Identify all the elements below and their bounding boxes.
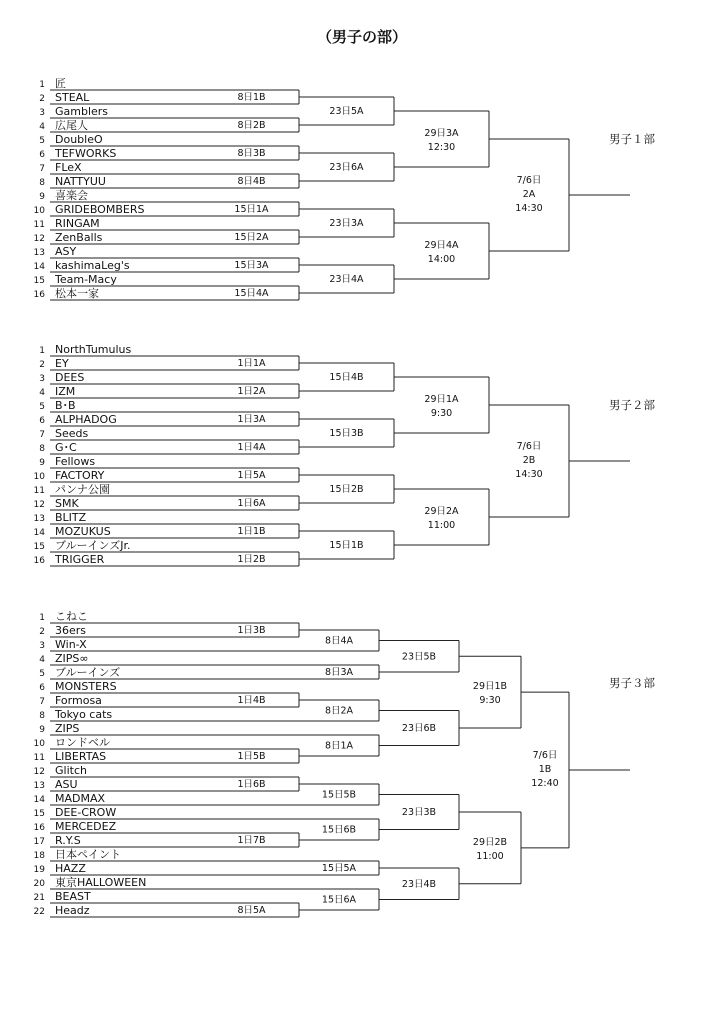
seed-number: 12 <box>33 500 45 510</box>
team-name: BEAST <box>55 890 91 903</box>
match-slot-label: 23日6B <box>401 723 437 734</box>
final-label: 14:30 <box>515 469 543 480</box>
team-name: Fellows <box>55 455 96 468</box>
seed-number: 13 <box>33 781 45 791</box>
team-name: 東京HALLOWEEN <box>55 876 147 889</box>
match-slot-label: 8日2A <box>324 705 354 717</box>
team-name: Headz <box>55 904 90 917</box>
team-name: BLITZ <box>55 511 87 524</box>
match-slot-label: 1日1B <box>237 526 266 537</box>
seed-number: 11 <box>33 486 45 496</box>
team-name: Win-X <box>55 638 87 651</box>
match-slot-label: 23日4B <box>401 878 437 890</box>
division-label: 男子１部 <box>609 132 655 146</box>
seed-number: 10 <box>33 739 45 749</box>
seed-number: 14 <box>33 795 45 805</box>
team-name: FACTORY <box>55 469 105 482</box>
seed-number: 15 <box>33 276 45 286</box>
final-label: 7/6日 <box>532 750 558 761</box>
final-label: 14:30 <box>515 203 543 214</box>
seed-number: 7 <box>39 430 45 440</box>
team-name: TEFWORKS <box>55 147 117 160</box>
team-name: ZIPS <box>55 722 80 735</box>
team-name: LIBERTAS <box>55 750 107 763</box>
seed-number: 9 <box>39 458 45 468</box>
seed-number: 16 <box>33 556 45 566</box>
match-slot-label: 1日3B <box>237 625 266 636</box>
team-name: IZM <box>55 385 76 398</box>
team-name: HAZZ <box>55 862 86 875</box>
match-slot-label: 23日3A <box>329 218 364 229</box>
match-slot-label: 29日2B <box>472 836 508 848</box>
team-name: NATTYUU <box>55 175 106 188</box>
match-slot-label: 23日5A <box>329 106 364 117</box>
match-slot-label: 23日6A <box>329 162 364 173</box>
seed-number: 11 <box>33 753 45 763</box>
final-label: 2A <box>522 189 536 200</box>
team-name: DEES <box>55 371 85 384</box>
seed-number: 1 <box>39 346 45 356</box>
team-name: EY <box>55 357 69 370</box>
seed-number: 15 <box>33 809 45 819</box>
team-name: Seeds <box>55 427 89 440</box>
seed-number: 12 <box>33 234 45 244</box>
team-name: ロンドベル <box>55 736 110 749</box>
match-slot-label: 29日2A <box>424 506 459 517</box>
seed-number: 8 <box>39 178 45 188</box>
match-time-label: 11:00 <box>427 520 456 531</box>
final-label: 7/6日 <box>516 175 542 186</box>
match-slot-label: 23日4A <box>329 274 364 285</box>
seed-number: 12 <box>33 767 45 777</box>
match-slot-label: 15日5B <box>321 789 357 801</box>
seed-number: 2 <box>39 94 45 104</box>
match-slot-label: 15日3A <box>234 260 269 271</box>
match-time-label: 9:30 <box>430 408 453 419</box>
match-slot-label: 1日2A <box>237 386 266 397</box>
seed-number: 2 <box>39 360 45 370</box>
match-slot-label: 1日1A <box>237 358 266 369</box>
team-name: G･C <box>55 441 77 454</box>
team-name: Formosa <box>55 694 102 707</box>
seed-number: 8 <box>39 444 45 454</box>
seed-number: 8 <box>39 711 45 721</box>
team-name: GRIDEBOMBERS <box>55 203 145 216</box>
seed-number: 13 <box>33 248 45 258</box>
seed-number: 7 <box>39 697 45 707</box>
match-slot-label: 1日4A <box>237 442 266 453</box>
team-name: R.Y.S <box>55 834 81 847</box>
team-name: STEAL <box>55 91 90 104</box>
seed-number: 21 <box>33 893 45 903</box>
match-slot-label: 15日2A <box>234 232 269 243</box>
match-time-label: 11:00 <box>476 850 504 862</box>
team-name: ブルーインズ <box>55 666 121 679</box>
match-time-label: 12:30 <box>427 142 456 153</box>
seed-number: 5 <box>39 136 45 146</box>
team-name: パンナ公園 <box>55 483 110 496</box>
match-slot-label: 23日5B <box>401 651 437 663</box>
final-label: 1B <box>538 764 552 775</box>
seed-number: 17 <box>33 837 45 847</box>
seed-number: 6 <box>39 683 45 693</box>
final-label: 2B <box>522 455 536 466</box>
team-name: 松本一家 <box>55 287 99 300</box>
match-time-label: 14:00 <box>427 254 456 265</box>
team-name: ブルーインズJr. <box>55 539 131 552</box>
team-name: MONSTERS <box>55 680 117 693</box>
seed-number: 16 <box>33 290 45 300</box>
seed-number: 6 <box>39 416 45 426</box>
team-name: Tokyo cats <box>55 708 113 721</box>
match-slot-label: 29日1B <box>472 681 508 693</box>
seed-number: 10 <box>33 206 45 216</box>
seed-number: 6 <box>39 150 45 160</box>
team-name: ALPHADOG <box>55 413 117 426</box>
seed-number: 22 <box>33 907 45 917</box>
match-slot-label: 15日4B <box>329 372 364 383</box>
team-name: MOZUKUS <box>55 525 111 538</box>
seed-number: 2 <box>39 627 45 637</box>
team-name: 匠 <box>55 77 66 90</box>
match-slot-label: 29日1A <box>424 394 459 405</box>
seed-number: 18 <box>33 851 45 861</box>
team-name: MERCEDEZ <box>55 820 117 833</box>
division-label: 男子２部 <box>609 398 655 412</box>
match-slot-label: 8日4B <box>237 176 266 187</box>
team-name: ASY <box>55 245 77 258</box>
seed-number: 1 <box>39 613 45 623</box>
match-slot-label: 8日2B <box>237 120 266 131</box>
match-slot-label: 1日7B <box>237 835 266 846</box>
seed-number: 5 <box>39 402 45 412</box>
seed-number: 3 <box>39 374 45 384</box>
match-slot-label: 1日2B <box>237 554 266 565</box>
team-name: MADMAX <box>55 792 106 805</box>
match-slot-label: 15日4A <box>234 288 269 299</box>
seed-number: 14 <box>33 528 45 538</box>
seed-number: 14 <box>33 262 45 272</box>
seed-number: 9 <box>39 192 45 202</box>
match-slot-label: 1日3A <box>237 414 266 425</box>
match-slot-label: 15日3B <box>329 428 364 439</box>
match-slot-label: 15日1B <box>329 540 364 551</box>
seed-number: 15 <box>33 542 45 552</box>
match-slot-label: 8日1A <box>324 740 354 752</box>
match-slot-label: 15日5A <box>321 863 357 874</box>
team-name: NorthTumulus <box>55 343 132 356</box>
team-name: TRIGGER <box>55 553 105 566</box>
team-name: 喜楽会 <box>55 189 88 202</box>
match-slot-label: 1日6A <box>237 498 266 509</box>
team-name: Glitch <box>55 764 87 777</box>
team-name: こねこ <box>55 610 88 623</box>
match-slot-label: 29日4A <box>424 240 459 251</box>
seed-number: 16 <box>33 823 45 833</box>
match-slot-label: 1日5A <box>237 470 266 481</box>
team-name: FLeX <box>55 161 82 174</box>
match-slot-label: 8日5A <box>237 905 266 916</box>
match-slot-label: 15日1A <box>234 204 269 215</box>
seed-number: 4 <box>39 655 45 665</box>
match-slot-label: 8日3B <box>237 148 266 159</box>
team-name: kashimaLeg's <box>55 259 130 272</box>
team-name: ZenBalls <box>55 231 103 244</box>
team-name: SMK <box>55 497 79 510</box>
team-name: ASU <box>55 778 78 791</box>
team-name: DoubleO <box>55 133 103 146</box>
team-name: DEE-CROW <box>55 806 117 819</box>
seed-number: 11 <box>33 220 45 230</box>
page-title: （男子の部） <box>316 28 407 46</box>
seed-number: 4 <box>39 122 45 132</box>
match-slot-label: 8日1B <box>237 92 266 103</box>
match-time-label: 9:30 <box>479 695 501 707</box>
team-name: 日本ペイント <box>55 848 121 861</box>
seed-number: 7 <box>39 164 45 174</box>
team-name: Gamblers <box>55 105 109 118</box>
match-slot-label: 15日2B <box>329 484 364 495</box>
final-label: 12:40 <box>531 778 559 789</box>
final-label: 7/6日 <box>516 441 542 452</box>
match-slot-label: 8日3A <box>324 667 354 678</box>
match-slot-label: 29日3A <box>424 128 459 139</box>
team-name: 36ers <box>55 624 87 637</box>
match-slot-label: 1日5B <box>237 751 266 762</box>
match-slot-label: 23日3B <box>401 807 437 818</box>
match-slot-label: 15日6A <box>321 894 357 906</box>
team-name: Team-Macy <box>55 273 117 286</box>
seed-number: 3 <box>39 108 45 118</box>
match-slot-label: 1日4B <box>237 695 266 706</box>
team-name: B･B <box>55 399 76 412</box>
seed-number: 13 <box>33 514 45 524</box>
seed-number: 10 <box>33 472 45 482</box>
seed-number: 1 <box>39 80 45 90</box>
seed-number: 4 <box>39 388 45 398</box>
team-name: 広尾人 <box>55 119 88 132</box>
team-name: RINGAM <box>55 217 100 230</box>
seed-number: 3 <box>39 641 45 651</box>
seed-number: 5 <box>39 669 45 679</box>
seed-number: 20 <box>33 879 45 889</box>
division-label: 男子３部 <box>609 676 655 691</box>
seed-number: 19 <box>33 865 45 875</box>
match-slot-label: 1日6B <box>237 779 266 790</box>
seed-number: 9 <box>39 725 45 735</box>
match-slot-label: 8日4A <box>324 635 354 647</box>
team-name: ZIPS∞ <box>55 652 89 665</box>
match-slot-label: 15日6B <box>321 824 357 836</box>
